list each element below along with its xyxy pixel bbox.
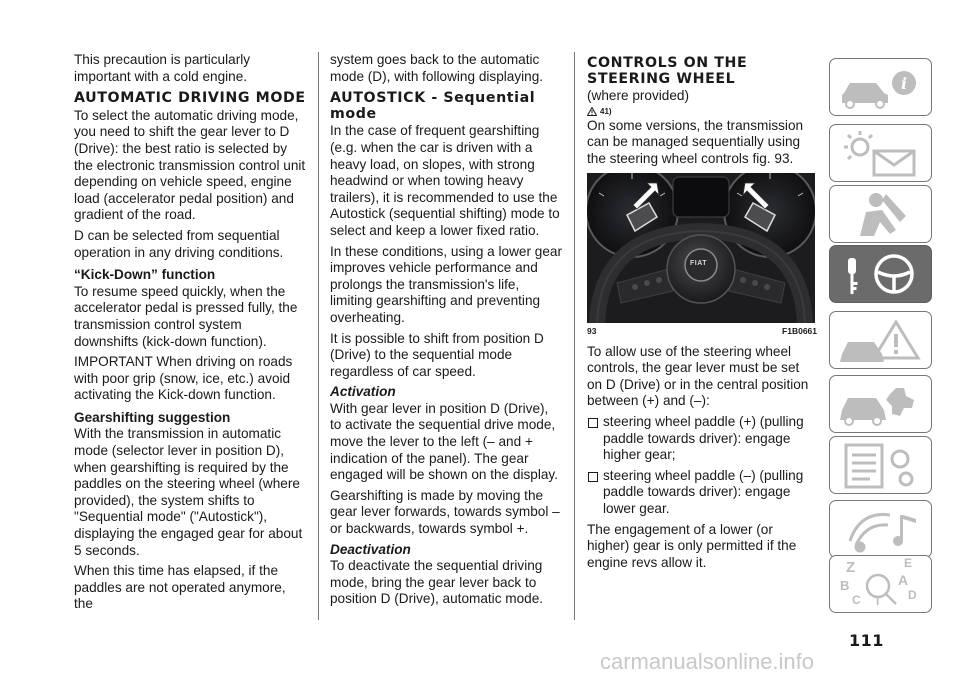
section-heading-controls-on-steering-wheel: CONTROLS ON THE STEERING WHEEL [587,55,748,87]
index-letter: T [874,594,882,608]
paragraph: This precaution is particularly important with a cold engine. [74,52,251,84]
warning-lights-icon [830,125,933,183]
key-steering-wheel-icon [830,246,933,304]
paragraph: It is possible to shift from position D (Drive) to the sequential mode regardless of car speed. [330,330,544,379]
bullet-text: steering wheel paddle (–) (pulling paddle towards driver): engage lower gear. [603,467,804,516]
column-divider [318,52,319,620]
bullet-text: steering wheel paddle (+) (pulling paddle towards driver): engage higher gear; [603,413,804,463]
paragraph-where-provided: (where provided) [587,88,689,104]
subheading-kick-down: “Kick-Down” function [74,267,216,283]
paragraph: The engagement of a lower (or higher) gear is only permitted if the engine revs allow it. [587,521,797,570]
column-divider [574,52,575,620]
paragraph: On some versions, the transmission can be managed sequentially using the steering wheel controls fig. 93. [587,117,804,166]
watermark[interactable]: carmanualsonline.info [600,649,815,674]
text-column-left [74,52,306,617]
text-column-right [587,52,817,575]
section-heading-autostick: AUTOSTICK - Sequential mode [330,90,536,122]
section-heading-automatic-driving-mode: AUTOMATIC DRIVING MODE [74,90,306,107]
steering-wheel-photo [587,173,815,323]
paragraph: Gearshifting is made by moving the gear lever forwards, towards symbol – or backwards, towards symbol +. [330,487,560,537]
subheading-deactivation: Deactivation [330,541,411,557]
figure-number: 93 [587,325,597,336]
index-letter: C [852,593,861,607]
tab-emergency[interactable] [829,311,932,369]
tab-car-info[interactable] [829,58,932,116]
subheading-gearshifting-suggestion: Gearshifting suggestion [74,409,231,425]
warning-triangle-icon [587,107,597,116]
car-info-icon [830,59,933,117]
index-letter: B [840,578,850,593]
fiat-logo-text: FIAT [690,259,708,267]
paragraph: With gear lever in position D (Drive), to activate the sequential drive mode, move the lever to the left (– and + indication of the panel). The gear engaged will be shown on the display. [330,400,558,483]
tab-technical-data[interactable] [829,436,932,494]
figure-steering-wheel-paddles [587,173,815,323]
paragraph: To allow use of the steering wheel controls, the gear lever must be set on D (Drive) or in the central position between (+) and (–): [587,343,809,409]
page-number: 111 [849,631,884,650]
paragraph: In the case of frequent gearshifting (e.g. when the car is driven with a heavy load, on slopes, with strong headwind or when towing heavy trailers), it is recommended to use the Autostick (sequential shifting) mode to select and keep a lower fixed ratio. [330,123,560,238]
text-column-middle [330,52,562,612]
paragraph: To select the automatic driving mode, you need to shift the gear lever to D (Drive): the best ratio is selected by the electronic transmission control unit depending on vehicle speed, engine load (accelerator pedal position) and gradient of the road. [74,107,306,223]
tab-warning-lights[interactable] [829,124,932,182]
subheading-activation: Activation [330,384,396,400]
figure-code: F1B0661 [782,325,817,336]
paragraph: When this time has elapsed, if the paddles are not operated anymore, the [74,563,286,612]
paragraph: To deactivate the sequential driving mode, bring the gear lever back to position D (Drive), automatic mode. [330,558,544,607]
multimedia-icon [830,501,933,559]
index-letter: A [898,572,909,588]
paragraph: D can be selected from sequential operation in any driving conditions. [74,227,284,260]
safety-airbag-icon [830,186,933,244]
bullet-square-icon [588,472,598,482]
index-letter: D [908,588,917,602]
tab-safety[interactable] [829,185,932,243]
index-letter: Z [846,559,856,576]
tab-alphabetical-index[interactable] [829,555,932,613]
paragraph: In these conditions, using a lower gear improves vehicle performance and prolongs the transmission's life, limiting gearshifting and preventing overheating. [330,243,562,325]
paragraph: With the transmission in automatic mode (selector lever in position D), when gearshifting is required by the paddles on the steering wheel (where provided), the system shifts to "Sequential mode" ("Autostick"), displaying the engaged gear for about 5 seconds. [74,426,303,558]
tab-starting-driving[interactable] [829,245,932,303]
paragraph-important-note: IMPORTANT When driving on roads with poor grip (snow, ice, etc.) avoid activating the Kick-down function. [74,354,293,403]
center-display [673,177,729,217]
technical-data-icon [830,437,933,495]
emergency-icon [830,312,933,370]
paragraph: system goes back to the automatic mode (D), with following displaying. [330,52,544,84]
bullet-item-lower-gear [587,468,817,518]
bullet-item-higher-gear [587,414,817,464]
tab-multimedia[interactable] [829,500,932,558]
index-letter: E [904,556,913,570]
svg-text:i: i [901,74,908,93]
warning-reference-number: 41) [600,106,612,116]
warning-reference [587,107,817,116]
figure-caption [587,326,817,336]
tab-maintenance[interactable] [829,375,932,433]
car-maintenance-icon [830,376,933,434]
paragraph: To resume speed quickly, when the accelerator pedal is pressed fully, the transmission control system downshifts (kick-down function). [74,283,298,349]
bullet-square-icon [588,418,598,428]
